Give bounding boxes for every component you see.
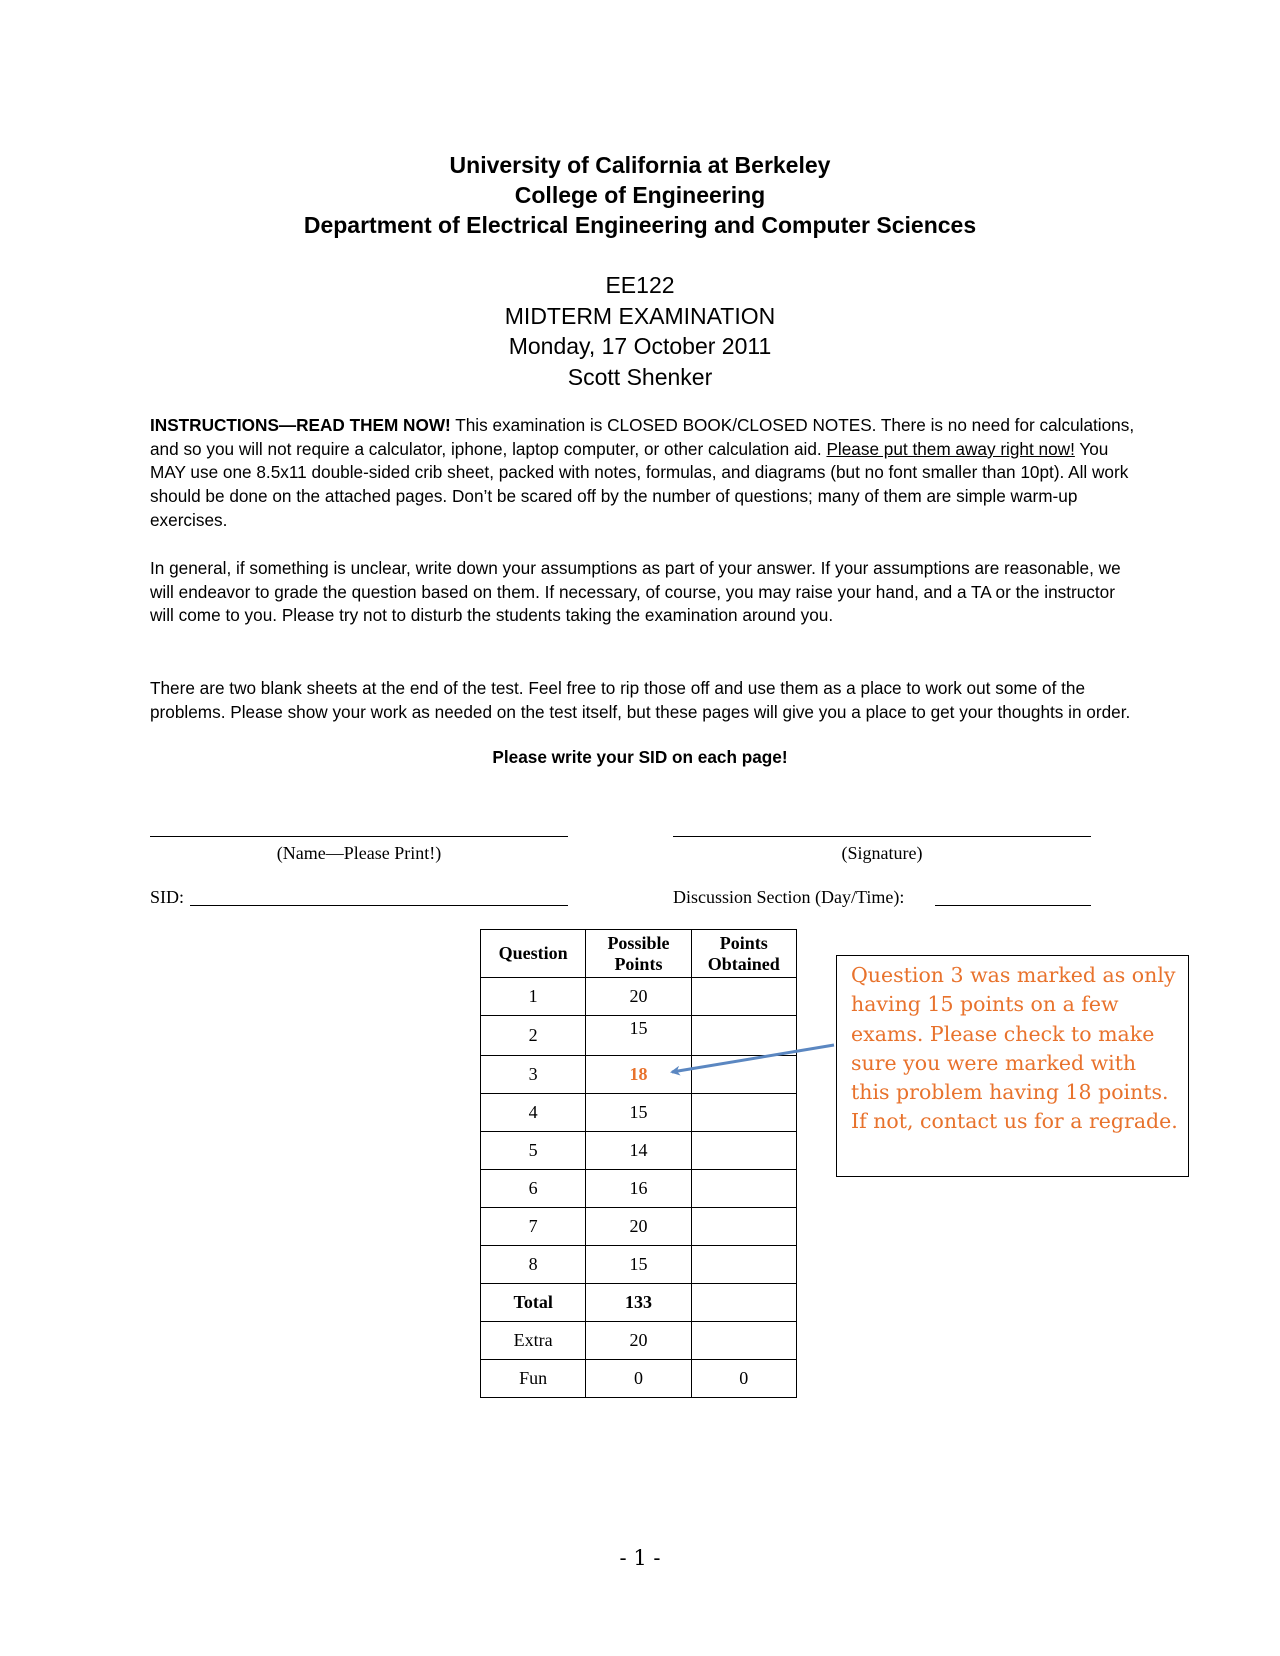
question-number: 8 <box>481 1246 586 1284</box>
table-row <box>481 1132 797 1170</box>
points-obtained[interactable] <box>691 1016 796 1056</box>
possible-points: 15 <box>586 1094 691 1132</box>
instructions-text-a: This examination is CLOSED BOOK/CLOSED NOTES. There is no need for calculations, and so you will not require a calculator, iphone, laptop computer, or other calculation aid. <box>150 415 1135 459</box>
points-obtained[interactable] <box>691 1208 796 1246</box>
table-row <box>481 1208 797 1246</box>
header-points-obtained: Points Obtained <box>691 930 796 978</box>
header-question: Question <box>481 930 586 978</box>
course-info <box>0 270 1280 392</box>
name-input-line[interactable] <box>150 836 568 837</box>
sid-reminder: Please write your SID on each page! <box>492 747 788 767</box>
question-number: 3 <box>481 1056 586 1094</box>
possible-points: 20 <box>586 1208 691 1246</box>
question-number: 6 <box>481 1170 586 1208</box>
course-code: EE122 <box>605 272 675 298</box>
university-name: University of California at Berkeley <box>449 152 831 178</box>
possible-points: 15 <box>586 1246 691 1284</box>
instructions-paragraph-1 <box>150 414 1135 533</box>
total-points-obtained[interactable] <box>691 1284 796 1322</box>
table-row <box>481 1056 797 1094</box>
table-row-total <box>481 1284 797 1322</box>
possible-points: 16 <box>586 1170 691 1208</box>
fun-points-obtained: 0 <box>691 1360 796 1398</box>
sid-input-line[interactable] <box>190 905 568 906</box>
points-obtained[interactable] <box>691 1132 796 1170</box>
instructions-paragraph-3: There are two blank sheets at the end of the test. Feel free to rip those off and use them as a place to work out some of the problems. Please show your work as needed on the test itself, but these pages will give you a place to get your thoughts in order. <box>150 678 1131 722</box>
possible-points: 15 <box>586 1016 691 1056</box>
possible-points: 20 <box>586 978 691 1016</box>
exam-date: Monday, 17 October 2011 <box>508 333 772 359</box>
instructions-text-b: You MAY use one 8.5x11 double-sided crib sheet, packed with notes, formulas, and diagrams (but no font smaller than 10pt). All work should be done on the attached pages. Don’t be scared off by the number of questions; many of them are simple warm-up exercises. <box>150 438 1129 530</box>
points-obtained[interactable] <box>691 1246 796 1284</box>
total-possible-points: 133 <box>586 1284 691 1322</box>
points-obtained[interactable] <box>691 1056 796 1094</box>
possible-points-corrected: 18 <box>586 1056 691 1094</box>
discussion-section-input-line[interactable] <box>935 905 1091 906</box>
sid-label: SID: <box>150 887 185 907</box>
table-row-fun <box>481 1360 797 1398</box>
table-row <box>481 1016 797 1056</box>
name-label: (Name—Please Print!) <box>276 843 442 863</box>
table-row-extra <box>481 1322 797 1360</box>
question-number: 2 <box>481 1016 586 1056</box>
question-number: 5 <box>481 1132 586 1170</box>
fun-possible-points: 0 <box>586 1360 691 1398</box>
points-obtained[interactable] <box>691 1094 796 1132</box>
possible-points: 14 <box>586 1132 691 1170</box>
score-table-header-row <box>481 930 797 978</box>
table-row <box>481 1094 797 1132</box>
discussion-section-label: Discussion Section (Day/Time): <box>673 887 905 907</box>
instructions-underlined-text: Please put them away right now! <box>826 438 1075 459</box>
extra-points-obtained[interactable] <box>691 1322 796 1360</box>
instructor-name: Scott Shenker <box>567 363 713 390</box>
table-row <box>481 978 797 1016</box>
institution-header <box>0 150 1280 240</box>
points-obtained[interactable] <box>691 1170 796 1208</box>
table-row <box>481 1246 797 1284</box>
signature-input-line[interactable] <box>673 836 1091 837</box>
instructions-paragraph-2: In general, if something is unclear, write down your assumptions as part of your answer. If your assumptions are reasonable, we will endeavor to grade the question based on them. If necessary, of course, you may raise your hand, and a TA or the instructor will come to you. Please try not to disturb the students taking the examination around you. <box>150 558 1121 626</box>
college-name: College of Engineering <box>514 182 766 208</box>
page-number: - 1 - <box>619 1546 661 1570</box>
correction-note-box: Question 3 was marked as only having 15 points on a few exams. Please check to make sure you were marked with this problem having 18 points. If not, contact us for a regrade. <box>836 955 1189 1177</box>
header-possible-points: Possible Points <box>586 930 691 978</box>
department-name: Department of Electrical Engineering and Computer Sciences <box>303 212 977 238</box>
points-obtained[interactable] <box>691 978 796 1016</box>
score-table <box>480 929 797 1398</box>
extra-possible-points: 20 <box>586 1322 691 1360</box>
fun-label: Fun <box>481 1360 586 1398</box>
exam-title: MIDTERM EXAMINATION <box>504 302 776 329</box>
table-row <box>481 1170 797 1208</box>
question-number: 7 <box>481 1208 586 1246</box>
total-label: Total <box>481 1284 586 1322</box>
question-number: 4 <box>481 1094 586 1132</box>
extra-label: Extra <box>481 1322 586 1360</box>
question-number: 1 <box>481 978 586 1016</box>
signature-label: (Signature) <box>841 843 923 863</box>
instructions-heading: INSTRUCTIONS—READ THEM NOW! <box>150 415 451 435</box>
